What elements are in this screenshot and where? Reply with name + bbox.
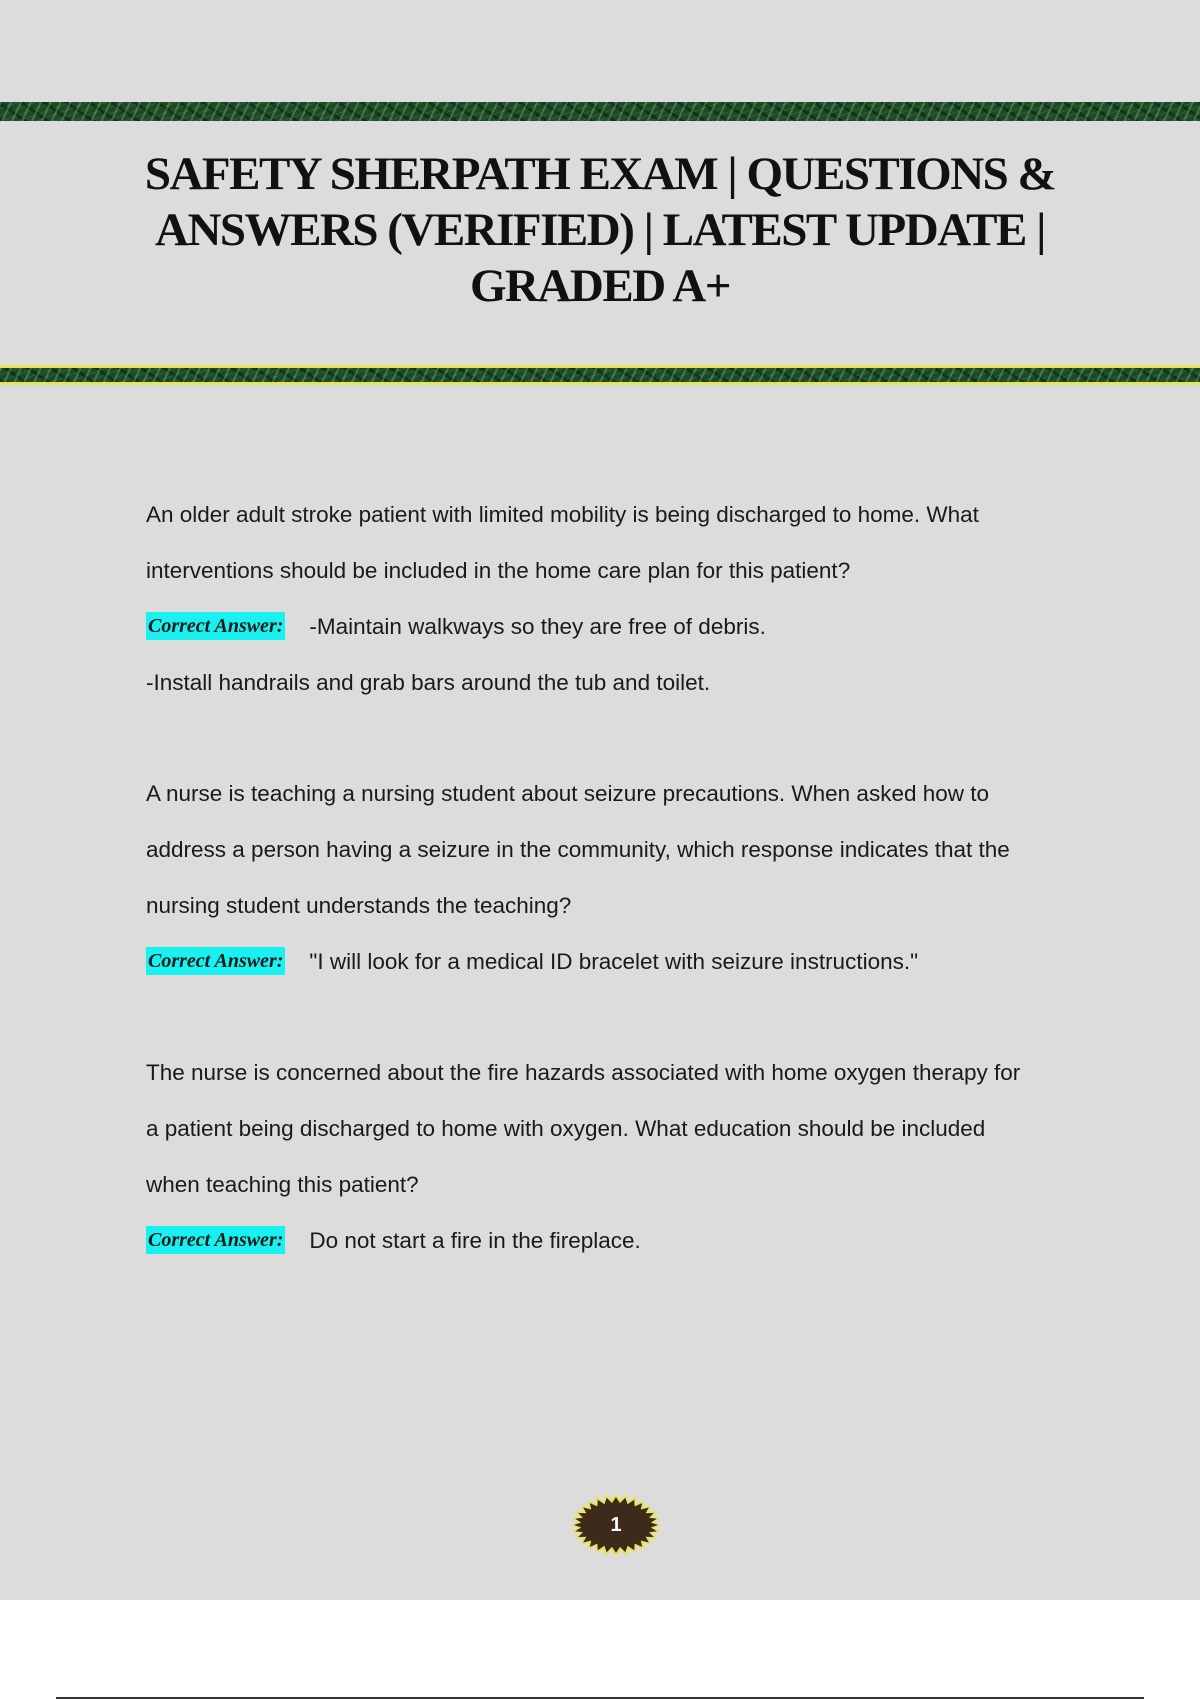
question-text-line: The nurse is concerned about the fire hazards associated with home oxygen therapy for: [146, 1060, 1021, 1085]
answer-row: [146, 934, 1096, 990]
question-text-line: address a person having a seizure in the community, which response indicates that the: [146, 837, 1010, 862]
question-block-1: [146, 487, 1096, 711]
correct-answer-label: Correct Answer:: [146, 612, 285, 640]
answer-text-continued: -Install handrails and grab bars around the tub and toilet.: [146, 670, 711, 695]
question-block-3: [146, 1045, 1096, 1269]
answer-text: -Maintain walkways so they are free of debris.: [309, 614, 766, 639]
correct-answer-label: Correct Answer:: [146, 947, 285, 975]
question-text-line: An older adult stroke patient with limited mobility is being discharged to home. What: [146, 502, 979, 527]
header-top-band: [0, 102, 1200, 121]
document-title: SAFETY SHERPATH EXAM | QUESTIONS & ANSWERS (VERIFIED) | LATEST UPDATE | GRADED A+: [144, 148, 1056, 312]
page-number: 1: [610, 1514, 622, 1536]
question-text-line: a patient being discharged to home with oxygen. What education should be included: [146, 1116, 986, 1141]
footer-rule: [56, 1697, 1144, 1699]
questions-section: [146, 487, 1096, 1324]
question-text-line: interventions should be included in the home care plan for this patient?: [146, 558, 851, 583]
answer-text: "I will look for a medical ID bracelet with seizure instructions.": [309, 949, 919, 974]
answer-row: [146, 599, 1096, 655]
correct-answer-label: Correct Answer:: [146, 1226, 285, 1254]
question-text-line: A nurse is teaching a nursing student about seizure precautions. When asked how to: [146, 781, 990, 806]
answer-row: [146, 1213, 1096, 1269]
question-text-line: when teaching this patient?: [146, 1172, 419, 1197]
page-number-badge: [569, 1492, 663, 1558]
header-bottom-band: [0, 365, 1200, 385]
question-block-2: [146, 766, 1096, 990]
question-text-line: nursing student understands the teaching?: [146, 893, 572, 918]
answer-text: Do not start a fire in the fireplace.: [309, 1228, 641, 1253]
